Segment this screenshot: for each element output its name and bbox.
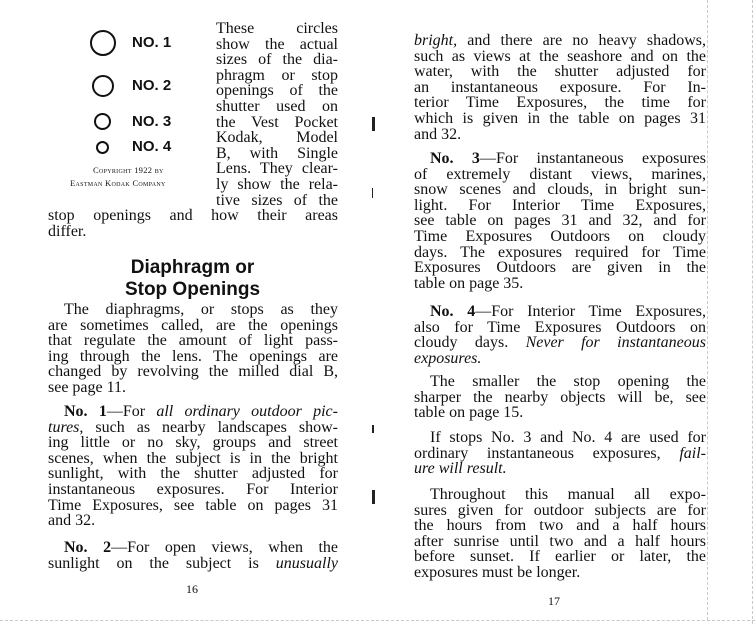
body-line xyxy=(414,335,706,351)
body-line: Throughout this manual all expo- xyxy=(430,486,706,503)
italic-text: fail- xyxy=(679,444,706,462)
stops-warning-paragraph xyxy=(414,430,706,477)
caption-text xyxy=(216,21,338,208)
copyright-line: Copyright 1922 by xyxy=(93,165,164,175)
caption-line: sizes of the dia- xyxy=(216,51,338,69)
body-line: exposures must be longer. xyxy=(414,563,581,581)
stop-circle-icon xyxy=(92,75,114,97)
body-line xyxy=(414,33,706,49)
stop-circle-icon xyxy=(94,113,111,130)
body-line xyxy=(414,351,706,367)
body-line: of extremely distant views, marines, xyxy=(414,165,706,183)
body-text: such as nearby landscapes show- xyxy=(83,418,338,436)
body-line xyxy=(48,420,338,436)
body-text: —For instantaneous exposures xyxy=(479,150,706,167)
caption-line: openings of the xyxy=(216,82,338,100)
body-text: ordinary instantaneous exposures, xyxy=(414,444,680,462)
italic-text: exposures. xyxy=(414,349,482,367)
caption-continued xyxy=(48,208,338,239)
body-line: the hours from two and a half hours xyxy=(414,517,706,535)
stop-circle-icon xyxy=(90,30,116,56)
body-text: sunlight on the subject is xyxy=(48,554,276,572)
stop-no2-paragraph xyxy=(48,540,338,571)
body-line: terior Time Exposures, the time for xyxy=(414,94,706,112)
right-page xyxy=(372,0,755,624)
body-line: sunlight, with the shutter adjusted for xyxy=(48,465,338,483)
body-line: Time Exposures Outdoors on cloudy xyxy=(414,227,706,245)
copyright-company: Eastman Kodak Company xyxy=(70,178,166,188)
left-page xyxy=(0,0,370,624)
body-line: also for Time Exposures Outdoors on xyxy=(414,318,706,336)
body-line xyxy=(48,404,338,420)
stop-no1-paragraph xyxy=(48,404,338,529)
body-line: sures given for outdoor subjects are for xyxy=(414,501,706,519)
stop-label: NO. 1 xyxy=(132,34,172,51)
body-text: —For Interior Time Exposures, xyxy=(475,303,706,320)
continued-paragraph xyxy=(414,33,706,142)
page-number: 16 xyxy=(186,582,198,596)
body-line: If stops No. 3 and No. 4 are used for xyxy=(430,429,706,446)
body-line xyxy=(414,304,706,320)
caption-line: These circles xyxy=(216,20,338,37)
caption-line: Lens. They clear- xyxy=(216,160,338,178)
caption-line: shutter used on xyxy=(216,97,338,115)
stop-size-no1 xyxy=(88,30,208,56)
italic-text: ure will result. xyxy=(414,460,507,478)
caption-line: tive sizes of the xyxy=(216,191,338,209)
stop-size-no3 xyxy=(88,111,208,137)
body-line xyxy=(48,540,338,556)
stop-size-no2 xyxy=(88,74,208,100)
body-line: instantaneous exposures. For Interior xyxy=(48,480,338,498)
stop-number: No. 2 xyxy=(64,539,112,556)
body-line: table on page 35. xyxy=(414,274,524,292)
body-line xyxy=(48,556,338,572)
body-line: and 32. xyxy=(414,125,462,143)
body-text: and there are no heavy shadows, xyxy=(457,32,706,49)
caption-line: ly show the rela- xyxy=(216,175,338,193)
body-line: an instantaneous exposure. For In- xyxy=(414,78,706,96)
caption-line: B, with Single xyxy=(216,144,338,162)
body-line: changed by revolving the milled dial B, xyxy=(48,363,338,381)
italic-text: bright, xyxy=(414,32,458,49)
stop-label: NO. 4 xyxy=(132,138,172,155)
italic-text: all ordinary outdoor pic- xyxy=(156,403,338,420)
body-text: —For open views, when the xyxy=(111,539,338,556)
stop-label: NO. 2 xyxy=(132,77,172,94)
diaphragm-paragraph xyxy=(48,302,338,396)
body-line: after sunrise until two and a half hours xyxy=(414,532,706,550)
body-line: scenes, when the subject is in the bright xyxy=(48,449,338,467)
section-heading xyxy=(60,257,325,301)
italic-text: Never for instantaneous xyxy=(525,334,707,352)
body-line xyxy=(414,446,706,462)
body-line: water, with the shutter adjusted for xyxy=(414,63,706,81)
body-line xyxy=(414,461,706,477)
stop-label: NO. 3 xyxy=(132,113,172,130)
caption-line: stop openings and how their areas xyxy=(48,207,338,224)
body-line: see table on pages 31 and 32, and for xyxy=(414,212,706,230)
body-text: —For xyxy=(106,403,157,420)
caption-line: Kodak, Model xyxy=(216,129,338,147)
body-line: which is given in the table on pages 31 xyxy=(414,109,706,127)
body-line: see page 11. xyxy=(48,378,127,396)
body-line: and 32. xyxy=(48,512,96,530)
body-line: ing little or no sky, groups and street xyxy=(48,434,338,452)
heading-line: Stop Openings xyxy=(124,279,261,300)
body-line: such as views at the seashore and on the xyxy=(414,47,706,65)
body-text: cloudy days. xyxy=(414,334,526,352)
body-line: The diaphragms, or stops as they xyxy=(64,301,338,318)
stop-no4-paragraph xyxy=(414,304,706,366)
italic-text: unusually xyxy=(275,554,338,572)
body-line: are sometimes called, are the openings xyxy=(48,316,338,334)
throughout-paragraph xyxy=(414,487,706,581)
stop-circle-icon xyxy=(96,141,109,154)
stop-no3-paragraph xyxy=(414,151,706,291)
stop-number: No. 1 xyxy=(64,403,107,420)
body-line: table on page 15. xyxy=(414,404,524,422)
smaller-stop-paragraph xyxy=(414,374,706,421)
body-line: ing through the lens. The openings are xyxy=(48,347,338,365)
stop-number: No. 3 xyxy=(430,150,480,167)
body-line: light. For Interior Time Exposures, xyxy=(414,196,706,214)
stop-number: No. 4 xyxy=(430,303,476,320)
body-line: that regulate the amount of light pass- xyxy=(48,332,338,350)
caption-line: show the actual xyxy=(216,35,338,53)
body-line: Exposures Outdoors are given in the xyxy=(414,259,706,277)
body-line: days. The exposures required for Time xyxy=(414,243,706,261)
caption-line: phragm or stop xyxy=(216,66,338,84)
italic-text: tures, xyxy=(48,418,84,436)
body-line: sharper the nearby objects will be, see xyxy=(414,388,706,406)
caption-line: differ. xyxy=(48,222,87,240)
stop-size-no4 xyxy=(88,138,208,164)
body-line: before sunset. If earlier or later, the xyxy=(414,548,706,566)
page-number: 17 xyxy=(548,594,560,608)
caption-line: the Vest Pocket xyxy=(216,113,338,131)
body-line xyxy=(414,151,706,167)
body-line: Time Exposures, see table on pages 31 xyxy=(48,496,338,514)
body-line: The smaller the stop opening the xyxy=(430,373,706,390)
body-line: snow scenes and clouds, in bright sun- xyxy=(414,181,706,199)
heading-line: Diaphragm or xyxy=(130,257,255,278)
